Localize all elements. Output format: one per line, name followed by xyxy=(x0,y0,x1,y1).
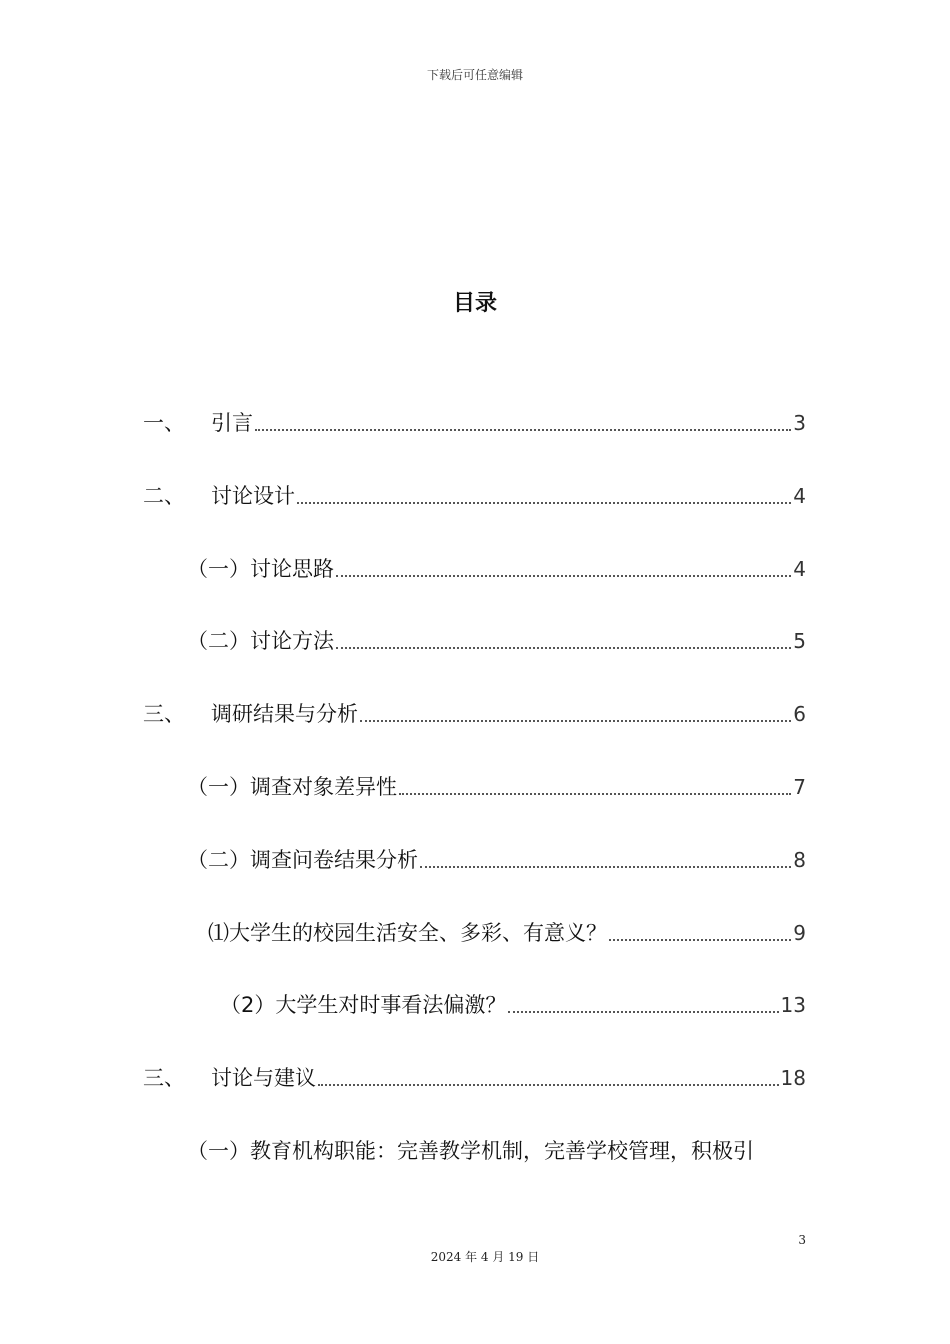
toc-entry-number: 三、 xyxy=(143,1066,185,1090)
toc-entry-education-institutions[interactable] xyxy=(187,1136,806,1166)
toc-entry-number: 三、 xyxy=(143,702,185,726)
toc-entry-page: 13 xyxy=(780,993,806,1017)
toc-entry-text: （二）调查问卷结果分析 xyxy=(187,848,418,872)
toc-dot-leader xyxy=(255,429,791,431)
toc-entry-text: ⑴大学生的校园生活安全、多彩、有意义？ xyxy=(208,921,607,945)
toc-dot-leader xyxy=(318,1084,779,1086)
toc-entry-intro[interactable] xyxy=(143,408,806,438)
toc-entry-text: 调研结果与分析 xyxy=(211,702,358,726)
toc-entry-page: 3 xyxy=(793,411,806,435)
toc-entry-page: 7 xyxy=(793,775,806,799)
toc-dot-leader xyxy=(420,866,791,868)
toc-entry-respondent-differences[interactable] xyxy=(187,772,806,802)
toc-entry-results[interactable] xyxy=(143,699,806,729)
toc-entry-current-affairs[interactable] xyxy=(220,990,806,1020)
toc-title: 目录 xyxy=(452,291,497,316)
toc-dot-leader xyxy=(336,575,791,577)
header-note: 下载后可任意编辑 xyxy=(426,68,523,82)
toc-entry-text: （一）教育机构职能：完善教学机制，完善学校管理，积极引 xyxy=(187,1139,754,1163)
toc-entry-text: 讨论设计 xyxy=(211,484,295,508)
toc-entry-discussion[interactable] xyxy=(143,1063,806,1093)
toc-entry-number: 二、 xyxy=(143,484,185,508)
toc-entry-design-methods[interactable] xyxy=(187,626,806,656)
toc-entry-design[interactable] xyxy=(143,481,806,511)
toc-dot-leader xyxy=(297,502,791,504)
footer-date: 2024 年 4 月 19 日 xyxy=(430,1250,540,1264)
toc-entry-design-ideas[interactable] xyxy=(187,554,806,584)
toc-entry-text: （二）讨论方法 xyxy=(187,629,334,653)
toc-dot-leader xyxy=(508,1011,778,1013)
toc-dot-leader xyxy=(336,647,791,649)
toc-entry-text: （一）调查对象差异性 xyxy=(187,775,397,799)
toc-entry-text: （一）讨论思路 xyxy=(187,557,334,581)
toc-entry-number: 一、 xyxy=(143,411,185,435)
toc-entry-page: 4 xyxy=(793,484,806,508)
toc-entry-page: 4 xyxy=(793,557,806,581)
toc-entry-page: 18 xyxy=(780,1066,806,1090)
toc-dot-leader xyxy=(609,939,791,941)
toc-entry-questionnaire-analysis[interactable] xyxy=(187,845,806,875)
toc-entry-page: 6 xyxy=(793,702,806,726)
toc-entry-page: 5 xyxy=(793,629,806,653)
toc-entry-text: （2）大学生对时事看法偏激？ xyxy=(220,993,507,1017)
toc-dot-leader xyxy=(360,720,791,722)
toc-entry-text: 引言 xyxy=(211,411,253,435)
toc-entry-page: 9 xyxy=(793,921,806,945)
toc-dot-leader xyxy=(399,793,791,795)
toc-entry-text: 讨论与建议 xyxy=(211,1066,316,1090)
toc-entry-page: 8 xyxy=(793,848,806,872)
page-number: 3 xyxy=(798,1233,806,1247)
toc-entry-campus-life[interactable] xyxy=(208,918,806,948)
